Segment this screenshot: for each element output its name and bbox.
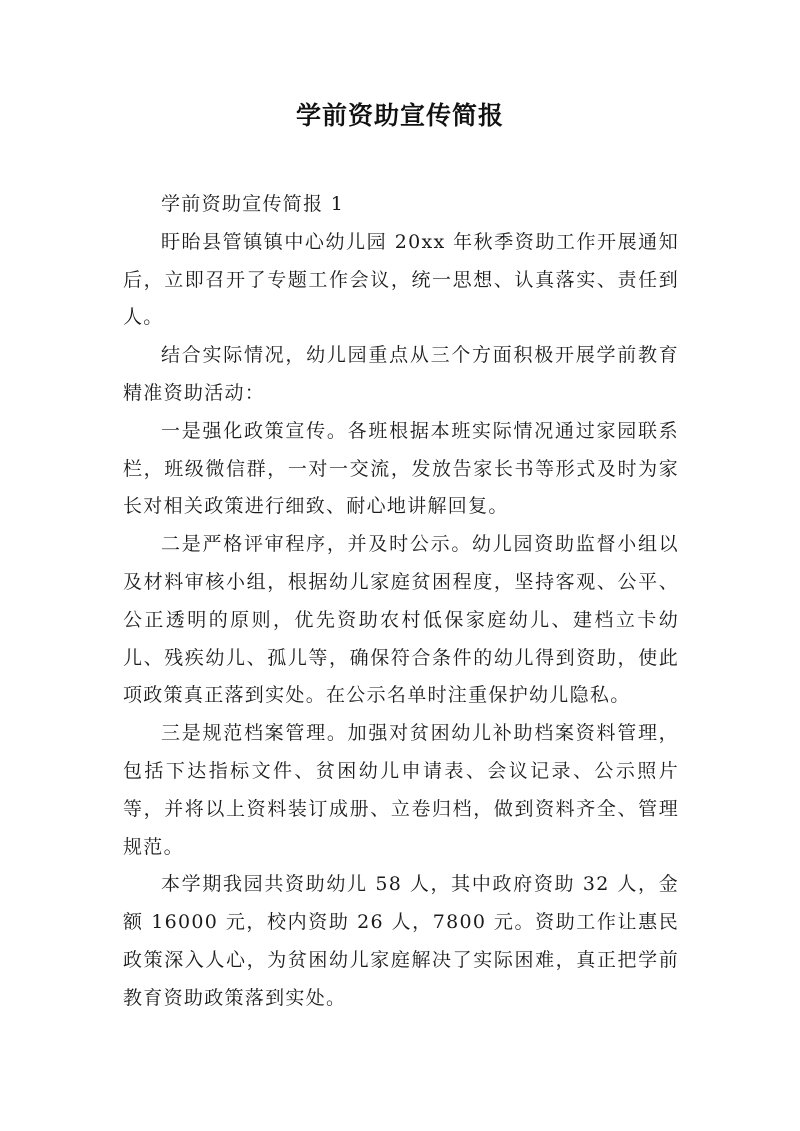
paragraph-intro: 盱眙县管镇镇中心幼儿园 20xx 年秋季资助工作开展通知后，立即召开了专题工作会议，统一思想、认真落实、责任到人。 xyxy=(123,230,679,329)
document-title: 学前资助宣传简报 xyxy=(295,101,504,130)
document-body xyxy=(123,186,679,1018)
paragraph-review-procedure: 二是严格评审程序，并及时公示。幼儿园资助监督小组以及材料审核小组，根据幼儿家庭贫困程度，坚持客观、公平、公正透明的原则，优先资助农村低保家庭幼儿、建档立卡幼儿、残疾幼儿、孤儿等，确保符合条件的幼儿得到资助，使此项政策真正落到实处。在公示名单时注重保护幼儿隐私。 xyxy=(123,533,679,707)
paragraph-summary: 本学期我园共资助幼儿 58 人，其中政府资助 32 人，金额 16000 元，校内资助 26 人，7800 元。资助工作让惠民政策深入人心，为贫困幼儿家庭解决了实际困难，真正把学前教育资助政策落到实处。 xyxy=(123,873,679,1009)
paragraph-overview: 结合实际情况，幼儿园重点从三个方面积极开展学前教育精准资助活动： xyxy=(123,344,679,404)
paragraph-heading: 学前资助宣传简报 1 xyxy=(161,193,345,215)
paragraph-policy-publicity: 一是强化政策宣传。各班根据本班实际情况通过家园联系栏，班级微信群，一对一交流，发放告家长书等形式及时为家长对相关政策进行细致、耐心地讲解回复。 xyxy=(123,419,679,518)
paragraph-archive-management: 三是规范档案管理。加强对贫困幼儿补助档案资料管理，包括下达指标文件、贫困幼儿申请表、会议记录、公示照片等，并将以上资料装订成册、立卷归档，做到资料齐全、管理规范。 xyxy=(123,722,679,858)
